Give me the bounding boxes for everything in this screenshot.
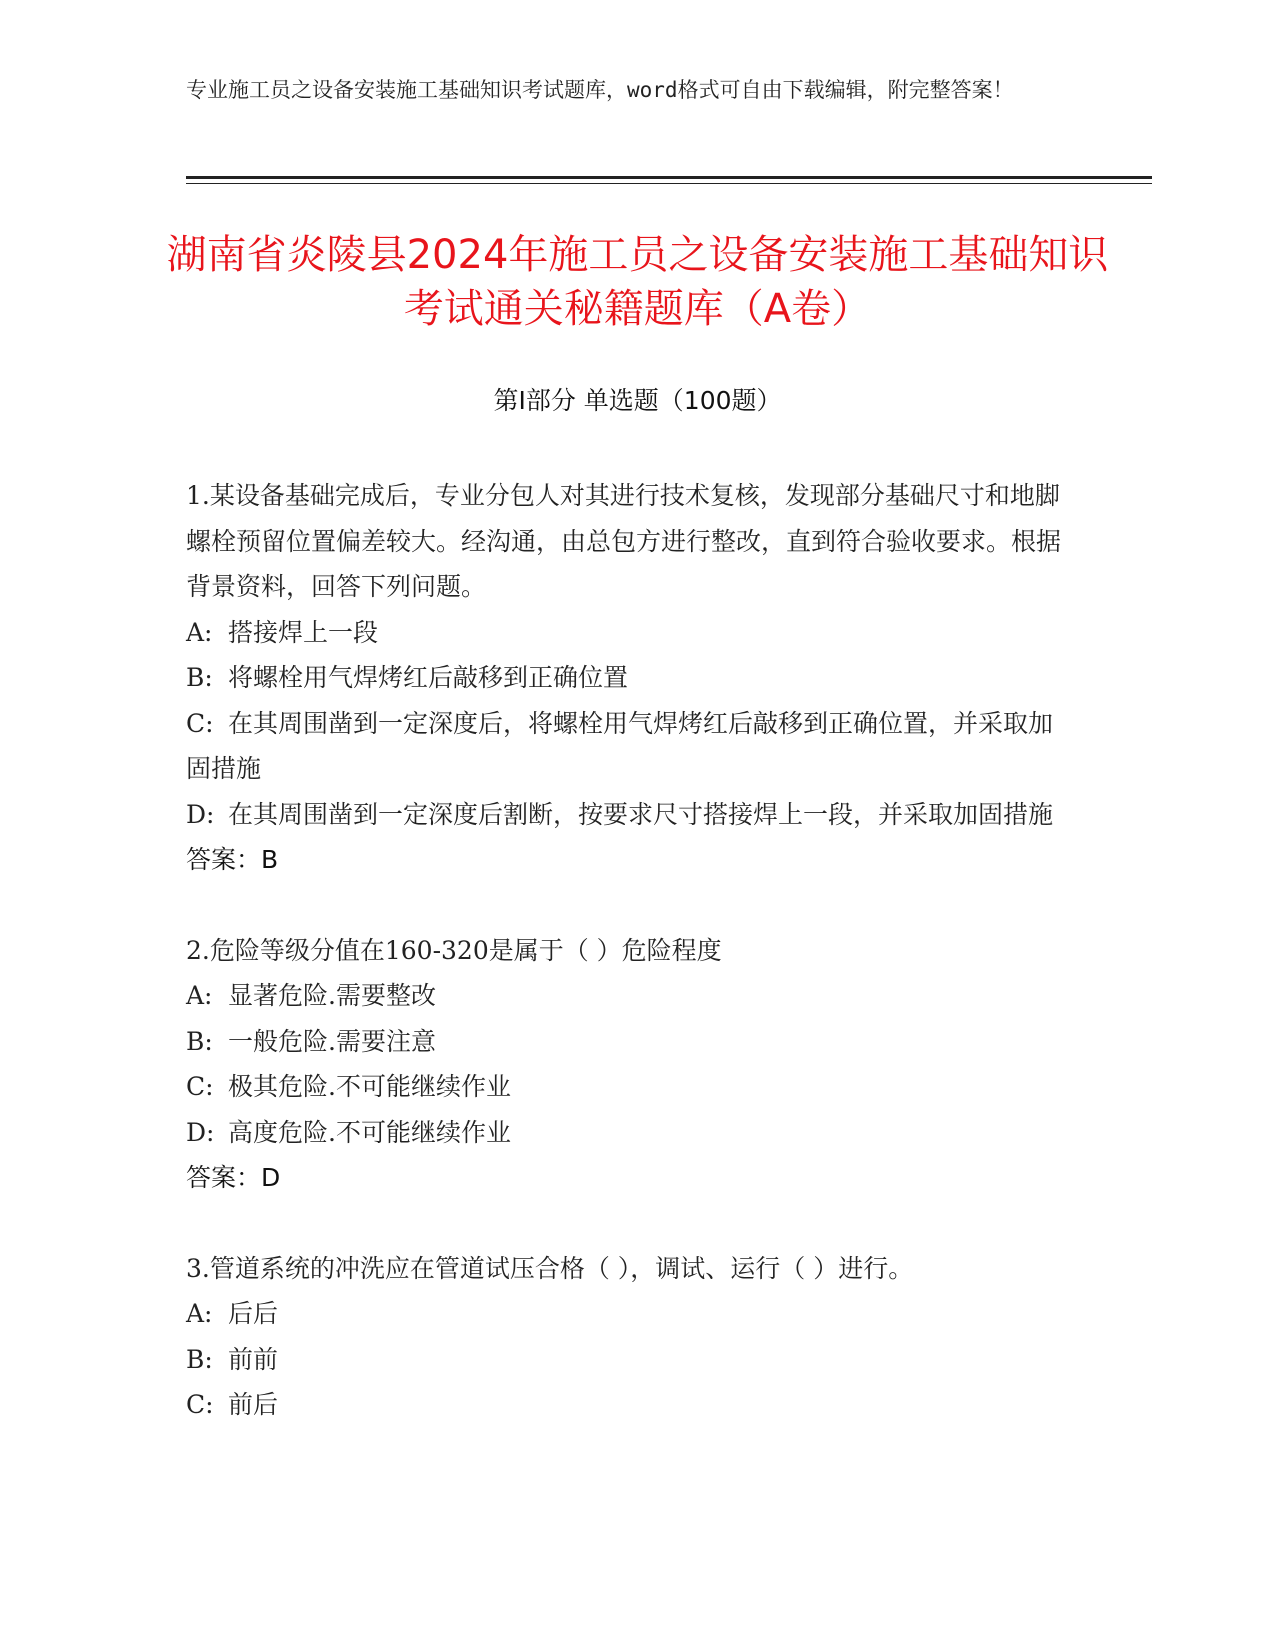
question-stem: 3.管道系统的冲洗应在管道试压合格（ ），调试、运行（ ）进行。 (186, 1253, 914, 1283)
option-letter: C: (186, 1390, 214, 1419)
header-note: 专业施工员之设备安装施工基础知识考试题库，word格式可自由下载编辑，附完整答案！ (186, 78, 1014, 102)
answer-line: 答案：D (186, 1163, 281, 1192)
option-d (186, 1110, 1066, 1156)
option-text: 搭接焊上一段 (228, 617, 379, 647)
option-b (186, 655, 1066, 701)
option-d (186, 792, 1066, 838)
option-letter: C: (186, 1072, 214, 1101)
option-text: 前前 (228, 1344, 279, 1374)
option-text: 极其危险.不可能继续作业 (228, 1072, 511, 1101)
option-text: 在其周围凿到一定深度后割断，按要求尺寸搭接焊上一段，并采取加固措施 (228, 799, 1054, 829)
header-divider-thin (186, 183, 1152, 184)
option-letter: A: (186, 1299, 213, 1328)
option-letter: D: (186, 799, 215, 829)
question-item (186, 1246, 1066, 1428)
option-text: 前后 (228, 1390, 279, 1419)
option-text: 显著危险.需要整改 (228, 981, 436, 1010)
option-c (186, 1064, 1066, 1110)
option-text: 在其周围凿到一定深度后，将螺栓用气焊烤红后敲移到正确位置，并采取加固措施 (186, 708, 1054, 783)
question-list (186, 473, 1066, 1473)
option-b (186, 1019, 1066, 1065)
option-letter: A: (186, 617, 213, 647)
option-text: 一般危险.需要注意 (228, 1026, 436, 1056)
question-stem: 1.某设备基础完成后，专业分包人对其进行技术复核，发现部分基础尺寸和地脚螺栓预留位置偏差较大。经沟通，由总包方进行整改，直到符合验收要求。根据背景资料，回答下列问题。 (186, 481, 1062, 601)
answer-line: 答案：B (186, 845, 279, 874)
option-letter: B: (186, 1026, 213, 1056)
option-letter: B: (186, 1344, 213, 1374)
option-letter: C: (186, 708, 214, 738)
section-heading: 第Ⅰ部分 单选题（100题） (493, 386, 782, 415)
option-b (186, 1337, 1066, 1383)
option-a (186, 973, 1066, 1019)
question-item (186, 473, 1066, 883)
header-divider-thick (186, 176, 1152, 179)
document-title: 湖南省炎陵县2024年施工员之设备安装施工基础知识考试通关秘籍题库（A卷） (166, 232, 1109, 332)
question-item (186, 928, 1066, 1201)
option-text: 将螺栓用气焊烤红后敲移到正确位置 (228, 663, 629, 692)
option-c (186, 1382, 1066, 1428)
option-text: 高度危险.不可能继续作业 (228, 1117, 511, 1147)
option-a (186, 610, 1066, 656)
option-text: 后后 (228, 1299, 279, 1328)
option-letter: D: (186, 1117, 215, 1147)
option-letter: B: (186, 663, 213, 692)
option-a (186, 1291, 1066, 1337)
question-stem: 2.危险等级分值在160-320是属于（ ）危险程度 (186, 935, 722, 965)
option-letter: A: (186, 981, 213, 1010)
option-c (186, 701, 1066, 792)
